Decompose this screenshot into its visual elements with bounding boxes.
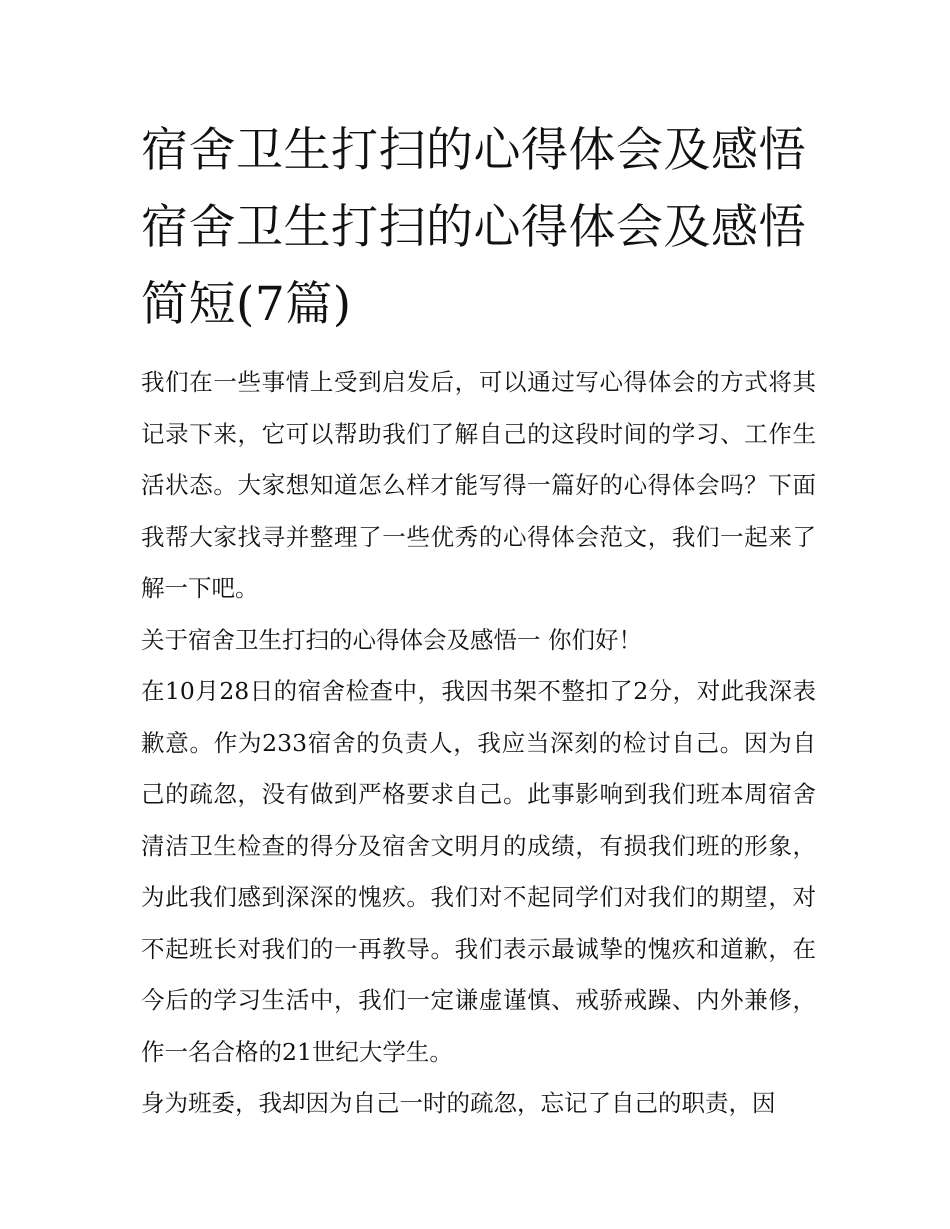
section-heading-paragraph: 关于宿舍卫生打扫的心得体会及感悟一 你们好！ — [141, 625, 642, 654]
intro-paragraph: 我们在一些事情上受到启发后，可以通过写心得体会的方式将其记录下来，它可以帮助我们了解自己的这段时间的学习、工作生活状态。大家想知道怎么样才能写得一篇好的心得体会吗？下面我帮大家找寻并整理了一些优秀的心得体会范文，我们一起来了解一下吧。 — [141, 368, 816, 602]
body-paragraph: 在10月28日的宿舍检查中，我因书架不整扣了2分，对此我深表歉意。作为233宿舍的负责人，我应当深刻的检讨自己。因为自己的疏忽，没有做到严格要求自己。此事影响到我们班本周宿舍清洁卫生检查的得分及宿舍文明月的成绩，有损我们班的形象，为此我们感到深深的愧疚。我们对不起同学们对我们的期望，对不起班长对我们的一再教导。我们表示最诚挚的愧疚和道歉，在今后的学习生活中，我们一定谦虚谨慎、戒骄戒躁、内外兼修，作一名合格的21世纪大学生。 — [141, 677, 816, 1066]
document-page — [141, 112, 816, 1130]
document-title: 宿舍卫生打扫的心得体会及感悟 宿舍卫生打扫的心得体会及感悟简短(7篇) — [141, 123, 806, 332]
body-paragraph: 身为班委，我却因为自己一时的疏忽，忘记了自己的职责，因 — [141, 1089, 776, 1117]
